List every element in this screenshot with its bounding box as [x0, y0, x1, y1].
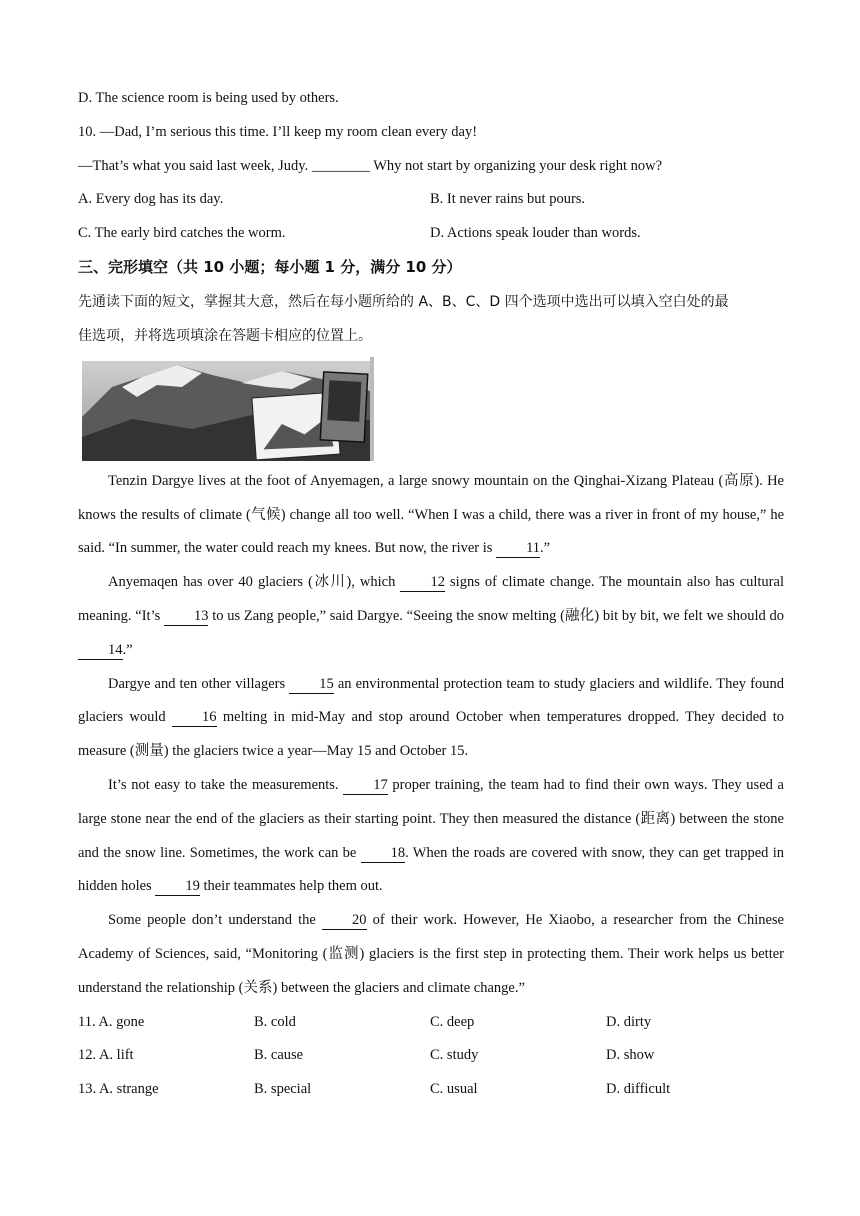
q13-option-d: D. difficult	[606, 1081, 671, 1098]
passage-paragraph-4	[78, 769, 784, 904]
passage-text: to us Zang people,” said Dargye. “Seeing the snow melting (融化) bit by bit, we felt we should do	[208, 607, 784, 624]
passage-text: their teammates help them out.	[199, 878, 383, 895]
passage-text: of their work. However, He Xiaobo, a researcher from the Chinese Academy of Sciences, said, “Monitoring (监测) glaciers is the first step in protecting them. Their work helps us better understand the relationship (关系) between the glaciers and climate change.”	[78, 912, 784, 996]
blank-11: 11	[496, 539, 540, 558]
blank-17: 17	[343, 776, 388, 795]
glacier-photo-collage	[82, 357, 374, 461]
question-12-options	[78, 1039, 784, 1073]
blank-19: 19	[155, 877, 200, 896]
q10-options-row-1	[78, 183, 784, 217]
q13-option-b: B. special	[254, 1081, 312, 1098]
q10-option-d: D. Actions speak louder than words.	[430, 225, 641, 242]
blank-15: 15	[289, 675, 334, 694]
passage-text: proper training, the team had to find their own ways. They used a large stone near the end of the glaciers as their starting point. They then measured the distance (距离) between the stone and the snow line. Sometimes, the work can be	[78, 776, 784, 861]
q10-option-c: C. The early bird catches the worm.	[78, 225, 286, 242]
passage-text: melting in mid-May and stop around October when temperatures dropped. They decided to measure (测量) the glaciers twice a year—May 15 and October 15.	[78, 709, 785, 760]
q10-stem-2: —That’s what you said last week, Judy. ________ Why not start by organizing your desk right now?	[78, 157, 663, 174]
q11-option-b: B. cold	[254, 1013, 296, 1030]
blank-16: 16	[172, 708, 217, 727]
blank-12: 12	[400, 573, 445, 592]
passage-text: .”	[540, 540, 551, 557]
q12-option-d: D. show	[606, 1047, 655, 1064]
question-11-options	[78, 1006, 784, 1040]
q13-option-c: C. usual	[430, 1081, 478, 1098]
q12-option-c: C. study	[430, 1047, 479, 1064]
section-instruction-1: 先通读下面的短文，掌握其大意，然后在每小题所给的 A、B、C、D 四个选项中选出可以填入空白处的最	[78, 293, 729, 310]
passage-text: Some people don’t understand the	[108, 912, 322, 929]
question-13-options	[78, 1073, 784, 1107]
exam-page	[78, 82, 784, 1107]
passage-text: signs of climate change. The mountain also has cultural meaning. “It’s	[78, 574, 784, 624]
passage-text: It’s not easy to take the measurements.	[108, 776, 344, 793]
q13-option-a: 13. A. strange	[78, 1081, 159, 1098]
q10-stem-1: 10. —Dad, I’m serious this time. I’ll keep my room clean every day!	[78, 123, 478, 140]
q11-option-c: C. deep	[430, 1013, 475, 1030]
q9-option-d: D. The science room is being used by others.	[78, 90, 339, 106]
passage-paragraph-3	[78, 668, 784, 769]
section-title: 三、完形填空（共 10 小题；每小题 1 分，满分 10 分）	[78, 257, 462, 276]
q10-option-a: A. Every dog has its day.	[78, 191, 224, 208]
passage-paragraph-2	[78, 566, 784, 667]
q12-option-a: 12. A. lift	[78, 1047, 134, 1064]
q10-options-row-2	[78, 217, 784, 251]
passage-text: .”	[122, 641, 133, 658]
q10-option-b: B. It never rains but pours.	[430, 191, 586, 208]
q11-option-a: 11. A. gone	[78, 1013, 145, 1030]
section-instruction-2: 佳选项，并将选项填涂在答题卡相应的位置上。	[78, 327, 372, 344]
passage-text: an environmental protection team to study glaciers and wildlife. They found glaciers would	[78, 675, 784, 726]
blank-13: 13	[164, 607, 209, 626]
passage-paragraph-1	[78, 465, 784, 566]
passage-paragraph-5	[78, 904, 784, 1005]
passage-text: Anyemaqen has over 40 glaciers (冰川), which	[108, 574, 401, 591]
passage-text: Dargye and ten other villagers	[108, 675, 290, 692]
blank-20: 20	[322, 911, 367, 930]
blank-14: 14	[78, 641, 123, 660]
passage-text: . When the roads are covered with snow, they can get trapped in hidden holes	[78, 844, 784, 895]
q12-option-b: B. cause	[254, 1047, 304, 1064]
passage-text: Tenzin Dargye lives at the foot of Anyemagen, a large snowy mountain on the Qinghai-Xizang Plateau (高原). He knows the results of climate (气候) change all too well. “When I was a child, there was a river in front of my house,” he said. “In summer, the water could reach my knees. But now, the river is	[78, 472, 784, 557]
q11-option-d: D. dirty	[606, 1013, 652, 1030]
blank-18: 18	[361, 844, 406, 863]
